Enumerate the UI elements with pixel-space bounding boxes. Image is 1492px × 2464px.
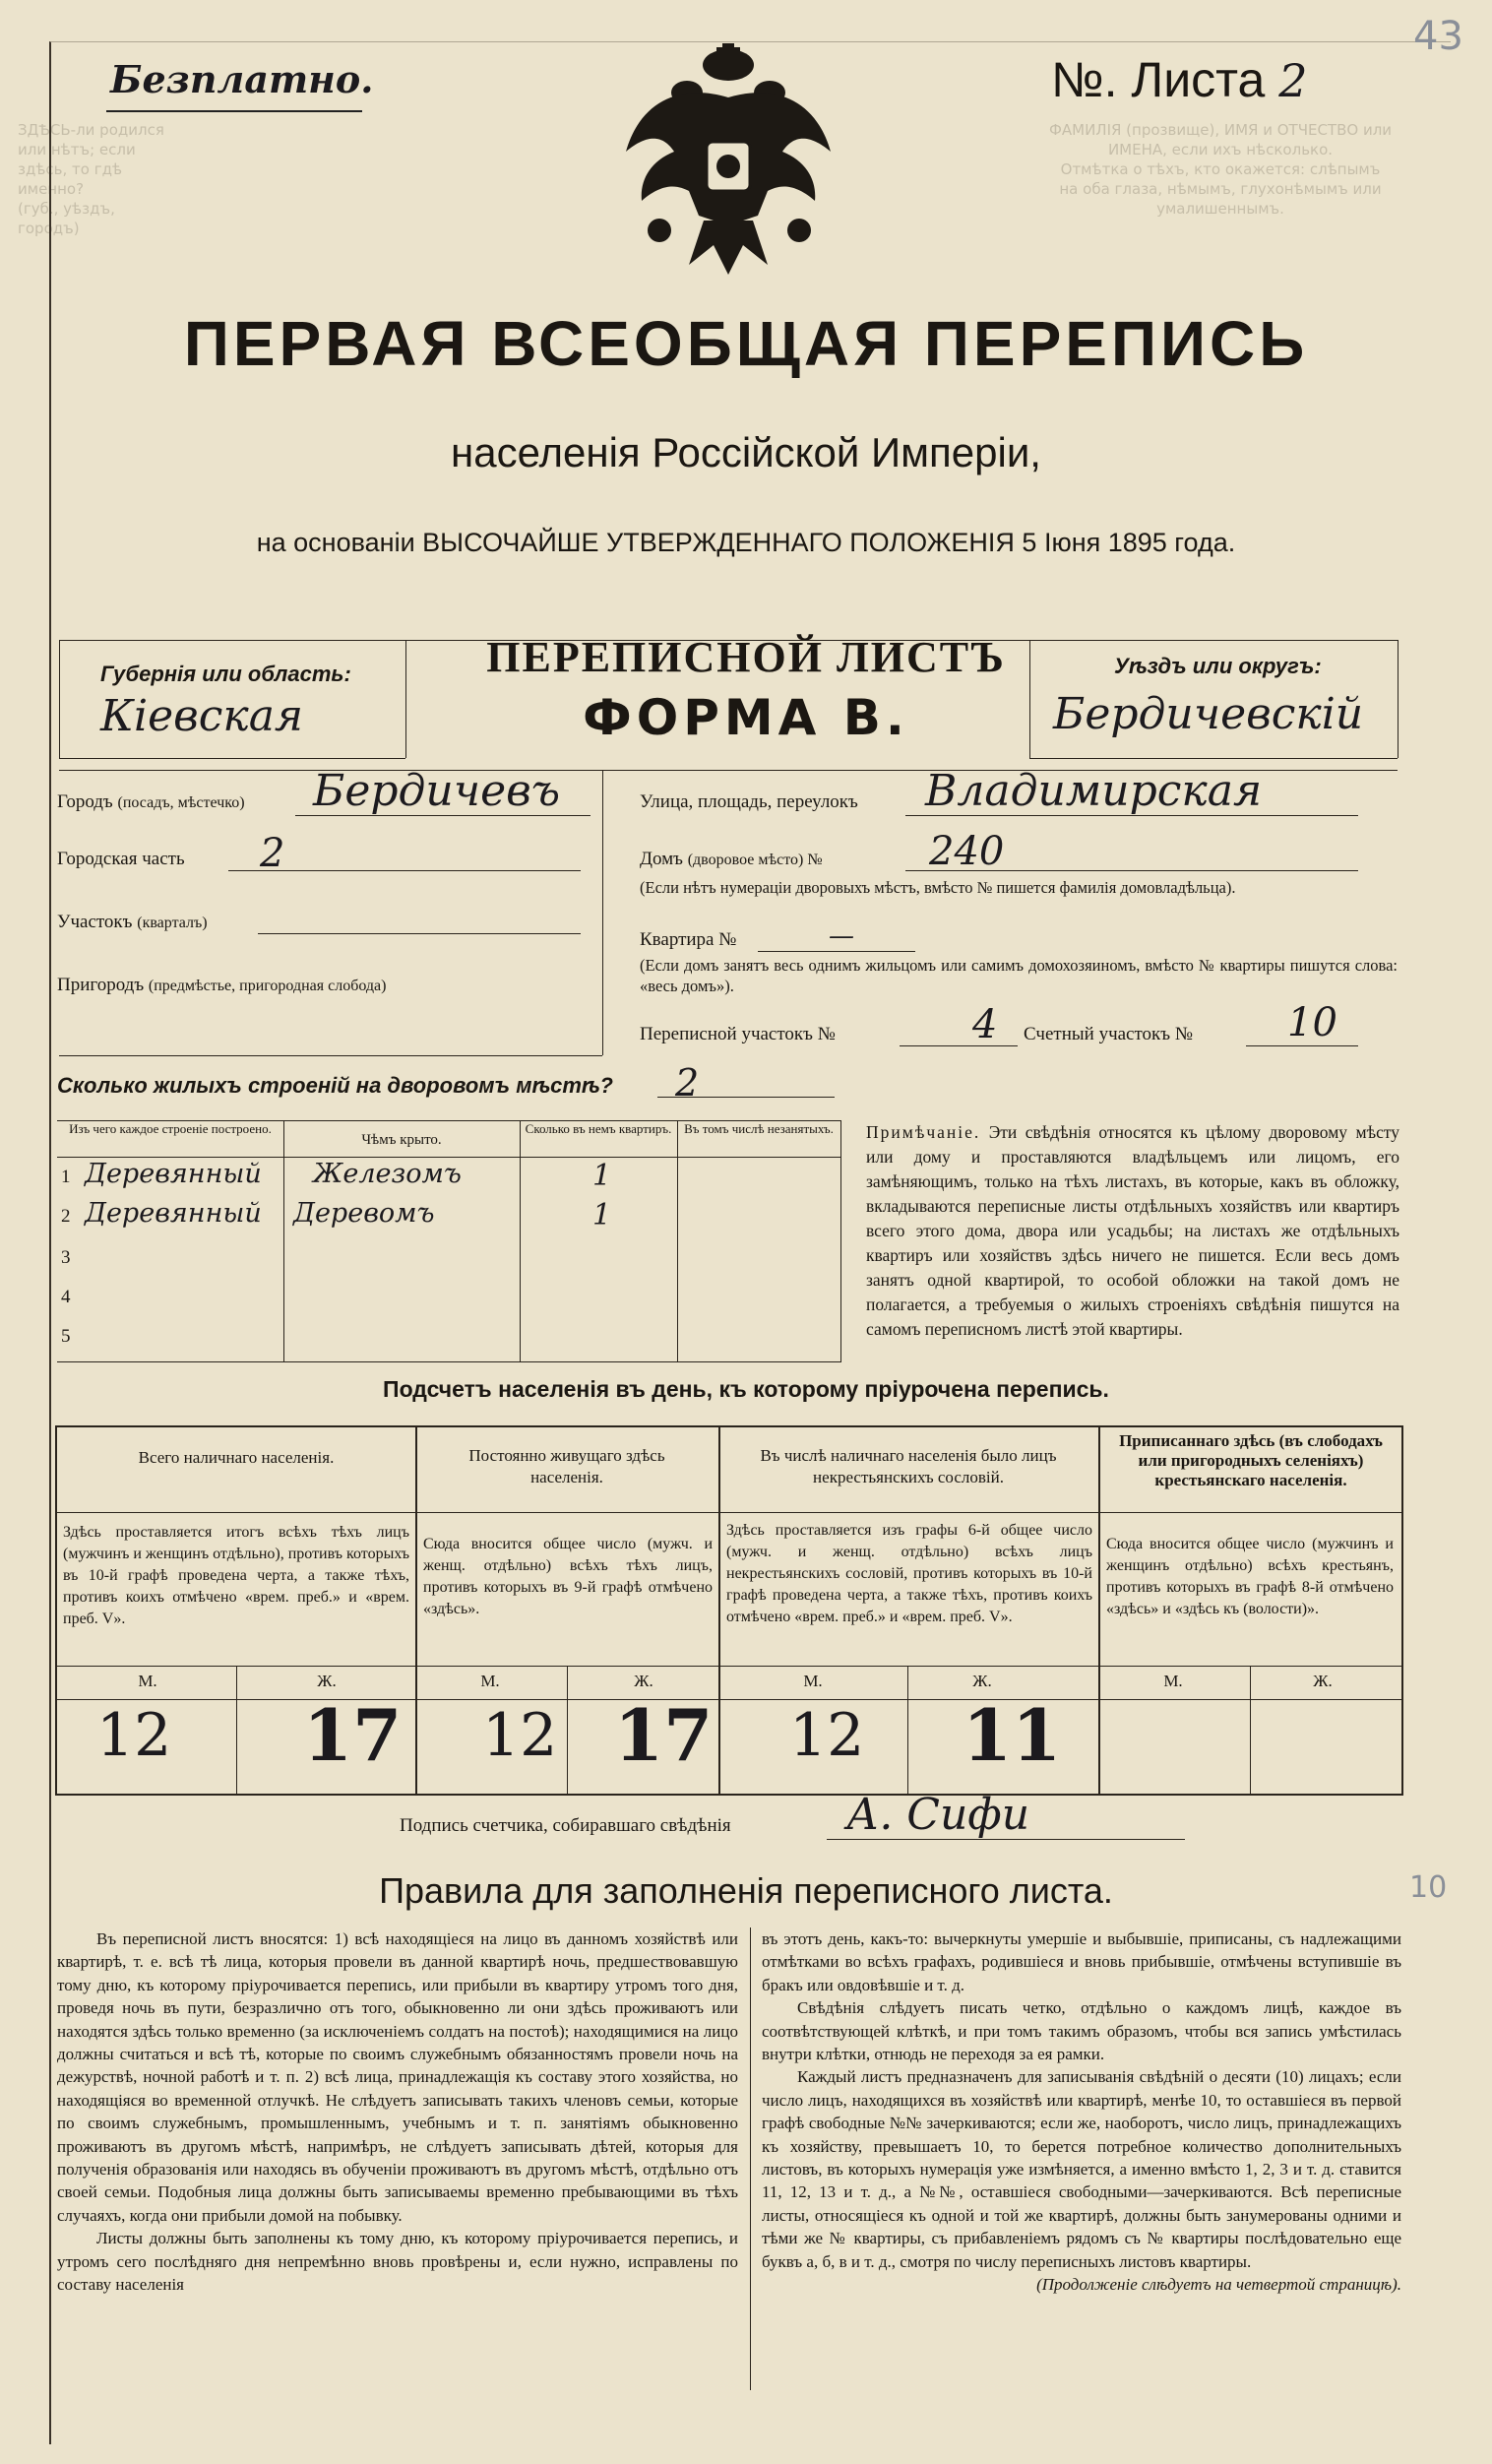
house-label-text: Домъ [640,849,683,869]
census-area-value: 4 [972,1002,998,1047]
count-col-divider [415,1427,417,1794]
count-col-divider [1098,1427,1100,1794]
rules-paragraph: Листы должны быть заполнены къ тому дню, къ которому пріурочивается перепись, и утромъ сего послѣдняго дня непремѣнно вновь провѣрены и, если нужно, исправлены по составу населенія [57,2229,738,2295]
count-body-permanent: Сюда вносится общее число (мужч. и женщ. отдѣльно) всѣхъ тѣхъ лицъ, противъ которыхъ въ 9-й графѣ отмѣчено «здѣсь». [423,1536,713,1617]
signature-label: Подпись счетчика, собиравшаго свѣдѣнія [400,1815,731,1836]
rules-title: Правила для заполненія переписного листа. [379,1870,1113,1911]
province-value: Кіевская [100,691,304,741]
count-body-peasant: Сюда вносится общее число (мужчинъ и женщинъ отдѣльно) всѣхъ крестьянъ, противъ которыхъ въ графѣ 8-й отмѣчено «здѣсь» и «здѣсь къ (волости)». [1106,1536,1394,1617]
count-area-label: Счетный участокъ № [1024,1024,1193,1044]
buildings-header-roof: Чѣмъ крыто. [361,1132,442,1148]
census-area-label: Переписной участокъ № [640,1024,836,1044]
district-label: Уѣздъ или округъ: [1114,654,1322,678]
table-row [57,1200,840,1239]
apartment-field[interactable] [758,951,915,952]
count-mz-rule [57,1666,1401,1667]
note-lead: Примѣчаніе. [866,1122,981,1142]
pencil-mark: 10 [1409,1870,1448,1905]
buildings-table [57,1120,841,1362]
subtitle: населенія Россійской Имперіи, [451,429,1041,475]
address-bottom-rule [59,1055,602,1056]
city-label-text: Городъ [57,791,113,812]
count-permanent-female: 17 [614,1693,714,1777]
count-female-label: Ж. [634,1672,653,1690]
ghost-line: здѣсь, то гдѣ [18,160,123,178]
free-label: Безплатно. [110,57,374,101]
count-area-field[interactable] [1246,1045,1358,1046]
ghost-line: ФАМИЛІЯ (прозвище), ИМЯ и ОТЧЕСТВО или [1048,121,1393,139]
row-apartments: 1 [592,1159,612,1193]
buildings-header-vacant: Въ томъ числѣ незанятыхъ. [684,1121,834,1136]
sheet-number-label: №. Листа [1051,52,1266,107]
address-divider [602,770,603,1055]
count-mf-divider [236,1666,237,1794]
ghost-line: городъ) [18,220,80,237]
form-header-bottom-left [59,758,405,759]
count-permanent-male: 12 [482,1701,558,1770]
count-male-label: М. [803,1672,823,1690]
rules-left-column [57,1927,738,2297]
district-value: Бердичевскiй [1053,689,1364,739]
count-male-label: М. [480,1672,500,1690]
ghost-line: (губ., уѣздъ, [18,200,115,218]
imperial-eagle-icon [620,43,837,280]
sheet-number-value: 2 [1278,54,1308,107]
buildings-question: Сколько жилыхъ строеній на дворовомъ мѣстѣ? [57,1073,613,1098]
buildings-value: 2 [675,1061,700,1105]
count-area-value: 10 [1287,1000,1337,1045]
count-male-label: М. [138,1672,157,1690]
ghost-line: или нѣтъ; если [18,141,136,158]
count-nonpeasant-male: 12 [789,1701,865,1770]
count-body-total: Здѣсь проставляется итогъ всѣхъ тѣхъ лицъ (мужчинъ и женщинъ отдѣльно), противъ которыхъ въ 10-й графѣ проведена черта, а также тѣхъ, противъ коихъ отмѣчено «врем. преб.» и «врем. преб. V». [63,1524,409,1627]
form-name: ФОРМА В. [583,689,909,746]
ghost-line: на оба глаза, нѣмымъ, глухонѣмымъ или [1059,180,1382,198]
main-title: ПЕРВАЯ ВСЕОБЩАЯ ПЕРЕПИСЬ [183,308,1309,379]
count-values-rule [57,1699,1401,1700]
sheet-number [1051,51,1308,108]
rules-right-column [762,1927,1401,2297]
note-text: Эти свѣдѣнія относятся къ цѣлому дворовому мѣсту или дому и проставляются владѣльцемъ или лицомъ, его замѣняющимъ, только на тѣхъ листахъ, въ которые, какъ въ обложку, вкладываются переписные листы отдѣльныхъ хозяйствъ или квартиръ всего этого дома, двора или усадьбы; на листахъ же отдѣльныхъ квартиръ или хозяйствъ здѣсь ничего не пишется. Если весь домъ занятъ одной квартирой, то особой обложки на такой домъ не полагается, а требуемыя о жилыхъ строеніяхъ свѣдѣнія пишутся на самомъ переписномъ листѣ этой квартиры. [866,1122,1400,1339]
precinct-field[interactable] [258,933,581,934]
row-material: Деревянный [85,1198,262,1229]
ghost-line: именно? [18,180,85,198]
row-number: 2 [61,1206,71,1227]
city-part-value: 2 [260,831,285,876]
count-male-label: М. [1163,1672,1183,1690]
row-roof: Железомъ [313,1159,462,1189]
house-note: (Если нѣтъ нумераціи дворовыхъ мѣстъ, вмѣсто № пишется фамилія домовладѣльца). [640,878,1236,897]
house-value: 240 [929,829,1005,874]
rules-paragraph: Въ переписной листъ вносятся: 1) всѣ находящіеся на лицо въ данномъ хозяйствѣ или квартирѣ, т. е. всѣ тѣ лица, которыя провели въ данной квартирѣ ночь, предшествовавшую тому дню, къ которому пріурочивается перепись, или прибыли въ квартиру утромъ того дня, проведя ночь въ пути, безразлично отъ того, обыкновенно ли они здѣсь проживаютъ или находятся здѣсь только временно (за исключеніемъ солдатъ на постоѣ); находящимися на лицо должны считаться и всѣ тѣ, которые по своимъ служебнымъ обязанностямъ провели ночь на дежурствѣ, ночной работѣ и т. п. 2) всѣ лица, принадлежащія къ составу этого хозяйства, но находящіяся во временной отлучкѣ. Не слѣдуетъ записывать такихъ членовъ семьи, которые по своимъ служебнымъ, промышленнымъ, учебнымъ и т. п. занятіямъ обыкновенно проживаютъ въ другомъ мѣстѣ, напримѣръ, не слѣдуетъ записывать дѣтей, которыя для полученія образованія или находясь въ обученіи проживаютъ въ другомъ мѣстѣ, отдѣльно отъ своей семьи. Подобныя лица должны быть записываемы временно пребывающими въ тѣхъ случаяхъ, когда они прибыли домой на побывку. [57,1929,738,2225]
city-part-label: Городская часть [57,849,185,869]
street-label: Улица, площадь, переулокъ [640,791,858,812]
ghost-line: ЗДѢСЬ-ли родился [18,121,164,139]
count-title: Подсчетъ населенія въ день, къ которому пріурочена перепись. [383,1376,1109,1402]
table-row [57,1159,840,1198]
rules-paragraph: въ этотъ день, какъ-то: вычеркнуты умершіе и выбывшіе, приписаны, съ надлежащими отмѣтками во всѣхъ графахъ, родившіеся и вновь прибывшіе, отмѣчены вступившіе въ бракъ или овдовѣвшіе и т. д. [762,1929,1401,1994]
row-number: 1 [61,1167,71,1187]
signature-value: А. Сифи [846,1790,1030,1840]
precinct-label-text: Участокъ [57,912,133,932]
rules-divider [750,1927,751,2390]
census-area-field[interactable] [900,1045,1018,1046]
pencil-folio: 43 [1413,14,1463,59]
count-head-peasant: Приписаннаго здѣсь (въ слободахъ или пригородныхъ селеніяхъ) крестьянскаго населенія. [1119,1431,1383,1489]
count-female-label: Ж. [972,1672,992,1690]
province-label: Губернія или область: [100,662,351,686]
buildings-header-apartments: Сколько въ немъ квартиръ. [525,1121,672,1136]
suburb-hint: (предмѣстье, пригородная слобода) [148,978,387,994]
row-number: 4 [61,1287,71,1307]
street-value: Владимирская [925,766,1263,816]
suburb-label-text: Пригородъ [57,975,145,995]
city-hint: (посадъ, мѣстечко) [117,794,245,811]
free-underline [106,110,362,112]
row-number: 3 [61,1247,71,1268]
row-number: 5 [61,1326,71,1347]
count-mf-divider [907,1666,908,1794]
sheet-title: ПЕРЕПИСНОЙ ЛИСТЪ [486,633,1006,681]
count-female-label: Ж. [317,1672,337,1690]
count-head-permanent: Постоянно живущаго здѣсь населенія. [468,1446,665,1486]
basis-line: на основаніи ВЫСОЧАЙШЕ УТВЕРЖДЕННАГО ПОЛОЖЕНІЯ 5 Іюня 1895 года. [256,528,1236,557]
count-body-nonpeasant: Здѣсь проставляется изъ графы 6-й общее число (мужч. и женщ. отдѣльно) всѣхъ лицъ некрестьянскихъ сословій, противъ которыхъ въ 10-й графѣ проведена черта, а также тѣхъ, противъ коихъ отмѣчено «врем. преб.» и «врем. преб. V». [726,1522,1092,1625]
count-nonpeasant-female: 11 [963,1693,1062,1777]
house-label [640,849,823,870]
rules-continued: (Продолженіе слѣдуетъ на четвертой страницѣ). [1036,2275,1401,2295]
row-material: Деревянный [85,1159,262,1189]
count-mf-divider [567,1666,568,1794]
ghost-line: Отмѣтка о тѣхъ, кто окажется: слѣпымъ [1060,160,1381,178]
buildings-note [866,1120,1399,1342]
ghost-line: умалишеннымъ. [1156,200,1284,218]
count-col-divider [718,1427,720,1794]
apartment-value: — [829,921,854,951]
city-value: Бердичевъ [313,766,561,816]
precinct-label [57,912,208,933]
precinct-hint: (кварталъ) [137,915,208,931]
count-head-nonpeasant: Въ числѣ наличнаго населенія было лицъ некрестьянскихъ сословій. [760,1446,1057,1486]
buildings-header-rule [57,1157,840,1158]
count-total-male: 12 [96,1701,172,1770]
count-mf-divider [1250,1666,1251,1794]
form-header-bottom-right [1029,758,1398,759]
apartment-label: Квартира № [640,929,737,950]
city-label [57,791,245,813]
count-female-label: Ж. [1313,1672,1333,1690]
ghost-line: ИМЕНА, если ихъ нѣсколько. [1107,141,1334,158]
count-head-rule [57,1512,1401,1513]
table-row [57,1281,840,1318]
count-head-total: Всего наличнаго населенія. [138,1448,335,1467]
suburb-label [57,975,386,996]
buildings-header-material: Изъ чего каждое строеніе построено. [69,1121,272,1136]
house-hint: (дворовое мѣсто) № [687,852,823,868]
table-row [57,1320,840,1358]
row-roof: Деревомъ [293,1198,435,1229]
apartment-note: (Если домъ занятъ весь однимъ жильцомъ или самимъ домохозяиномъ, вмѣсто № квартиры пишутся слова: «весь домъ»). [640,956,1398,995]
table-row [57,1241,840,1279]
count-total-female: 17 [303,1693,403,1777]
rules-paragraph: Свѣдѣнія слѣдуетъ писать четко, отдѣльно о каждомъ лицѣ, каждое въ соотвѣтствующей клѣткѣ, и при томъ такимъ образомъ, чтобы вся запись умѣстилась внутри клѣтки, отнюдь не переходя за ея рамки. [762,1998,1401,2064]
count-table [55,1425,1403,1796]
row-apartments: 1 [592,1198,612,1232]
rules-paragraph: Каждый листъ предназначенъ для записыванія свѣдѣній о десяти (10) лицахъ; если число лицъ, находящихся въ хозяйствѣ или квартирѣ, менѣе 10, то оставшіеся въ первой графѣ свободные №№ зачеркиваются; если же, наоборотъ, число лицъ, принадлежащихъ къ хозяйству, превышаетъ 10, то берется потребное количество дополнительныхъ листовъ, въ которыхъ нумерація уже измѣняется, а именно вмѣсто 1, 2, 3 и т. д. ставится 11, 12, 13 и т. д., а №№, оставшіеся свободными—зачеркиваются. Всѣ переписные листы, относящіеся къ одной и той же квартирѣ, должны быть занумерованы одними и тѣми же № квартиры, съ прибавленіемъ рядомъ съ № квартиры послѣдовательно еще буквъ а, б, в и т. д., смотря по числу переписныхъ листовъ квартиры. [762,2067,1401,2271]
